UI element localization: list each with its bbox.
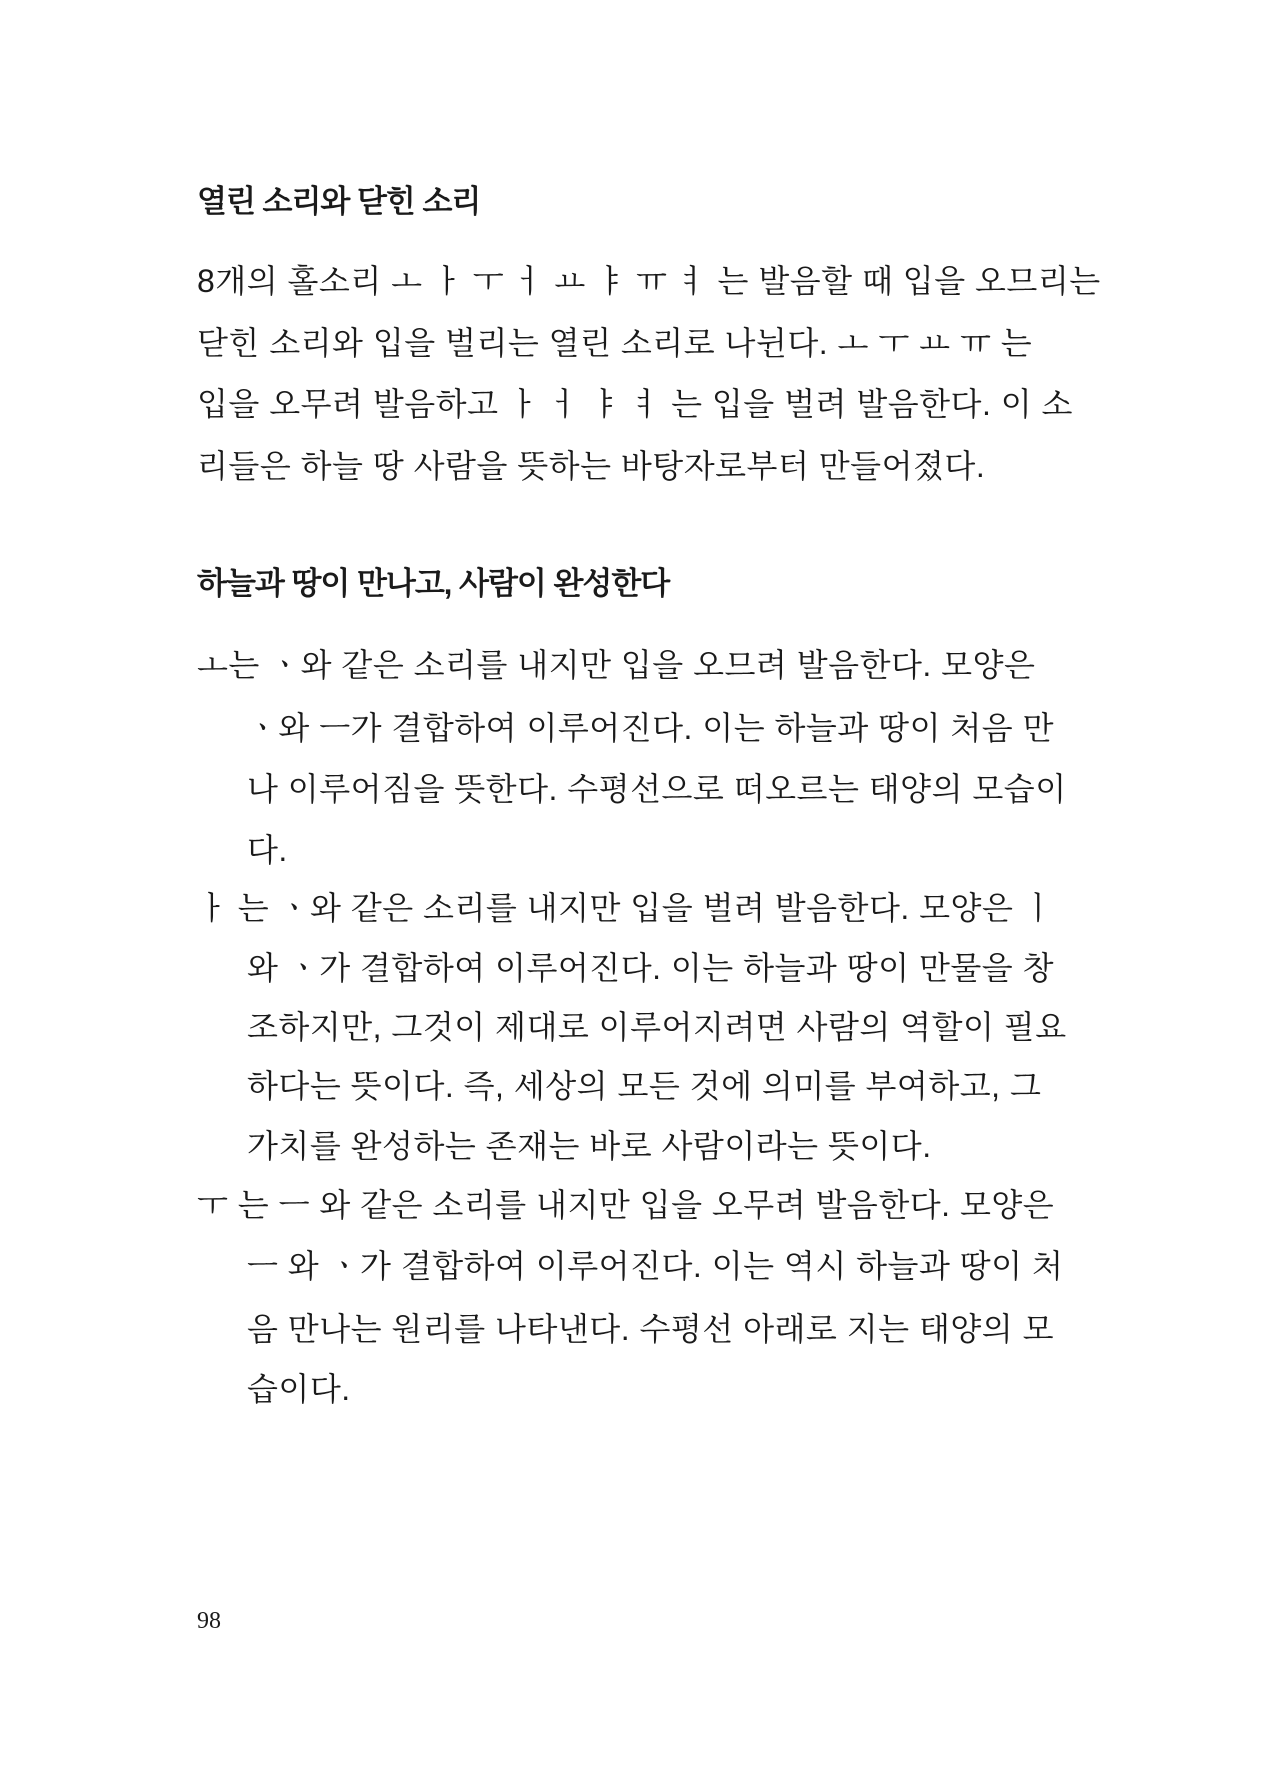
paragraph-line: 닫힌 소리와 입을 벌리는 열린 소리로 나뉜다. ㅗ ㅜ ㅛ ㅠ 는 xyxy=(197,325,1033,361)
item-u-line: 습이다. xyxy=(247,1371,351,1407)
item-a-line: 조하지만, 그것이 제대로 이루어지려면 사람의 역할이 필요 xyxy=(247,1009,1067,1045)
paragraph-line: 입을 오무려 발음하고 ㅏ ㅓ ㅑ ㅕ 는 입을 벌려 발음한다. 이 소 xyxy=(197,386,1073,422)
paragraph-line: 리들은 하늘 땅 사람을 뜻하는 바탕자로부터 만들어졌다. xyxy=(197,448,986,484)
section-heading-heaven-earth: 하늘과 땅이 만나고, 사람이 완성한다 xyxy=(197,566,670,601)
paragraph-line: 8개의 홀소리 ㅗ ㅏ ㅜ ㅓ ㅛ ㅑ ㅠ ㅕ 는 발음할 때 입을 오므리는 xyxy=(197,263,1101,299)
item-a-line: 가치를 완성하는 존재는 바로 사람이라는 뜻이다. xyxy=(247,1128,932,1164)
item-u-line: ㅡ 와 ㆍ가 결합하여 이루어진다. 이는 역시 하늘과 땅이 처 xyxy=(247,1248,1064,1284)
item-a-line: 하다는 뜻이다. 즉, 세상의 모든 것에 의미를 부여하고, 그 xyxy=(247,1068,1042,1104)
item-u-line: 음 만나는 원리를 나타낸다. 수평선 아래로 지는 태양의 모 xyxy=(247,1311,1054,1347)
item-a-line: 와 ㆍ가 결합하여 이루어진다. 이는 하늘과 땅이 만물을 창 xyxy=(247,950,1054,986)
item-a-line: ㅏ 는 ㆍ와 같은 소리를 내지만 입을 벌려 발음한다. 모양은 ㅣ xyxy=(197,890,1055,926)
item-o-line: 나 이루어짐을 뜻한다. 수평선으로 떠오르는 태양의 모습이 xyxy=(247,771,1067,807)
item-o-line: 다. xyxy=(247,832,288,868)
section-heading-open-closed-sounds: 열린 소리와 닫힌 소리 xyxy=(197,184,481,219)
item-o-line: ㆍ와 ㅡ가 결합하여 이루어진다. 이는 하늘과 땅이 처음 만 xyxy=(247,710,1054,746)
item-o-line: ㅗ는 ㆍ와 같은 소리를 내지만 입을 오므려 발음한다. 모양은 xyxy=(197,647,1036,683)
page-number: 98 xyxy=(197,1608,221,1634)
item-u-line: ㅜ 는 ㅡ 와 같은 소리를 내지만 입을 오무려 발음한다. 모양은 xyxy=(197,1187,1055,1223)
